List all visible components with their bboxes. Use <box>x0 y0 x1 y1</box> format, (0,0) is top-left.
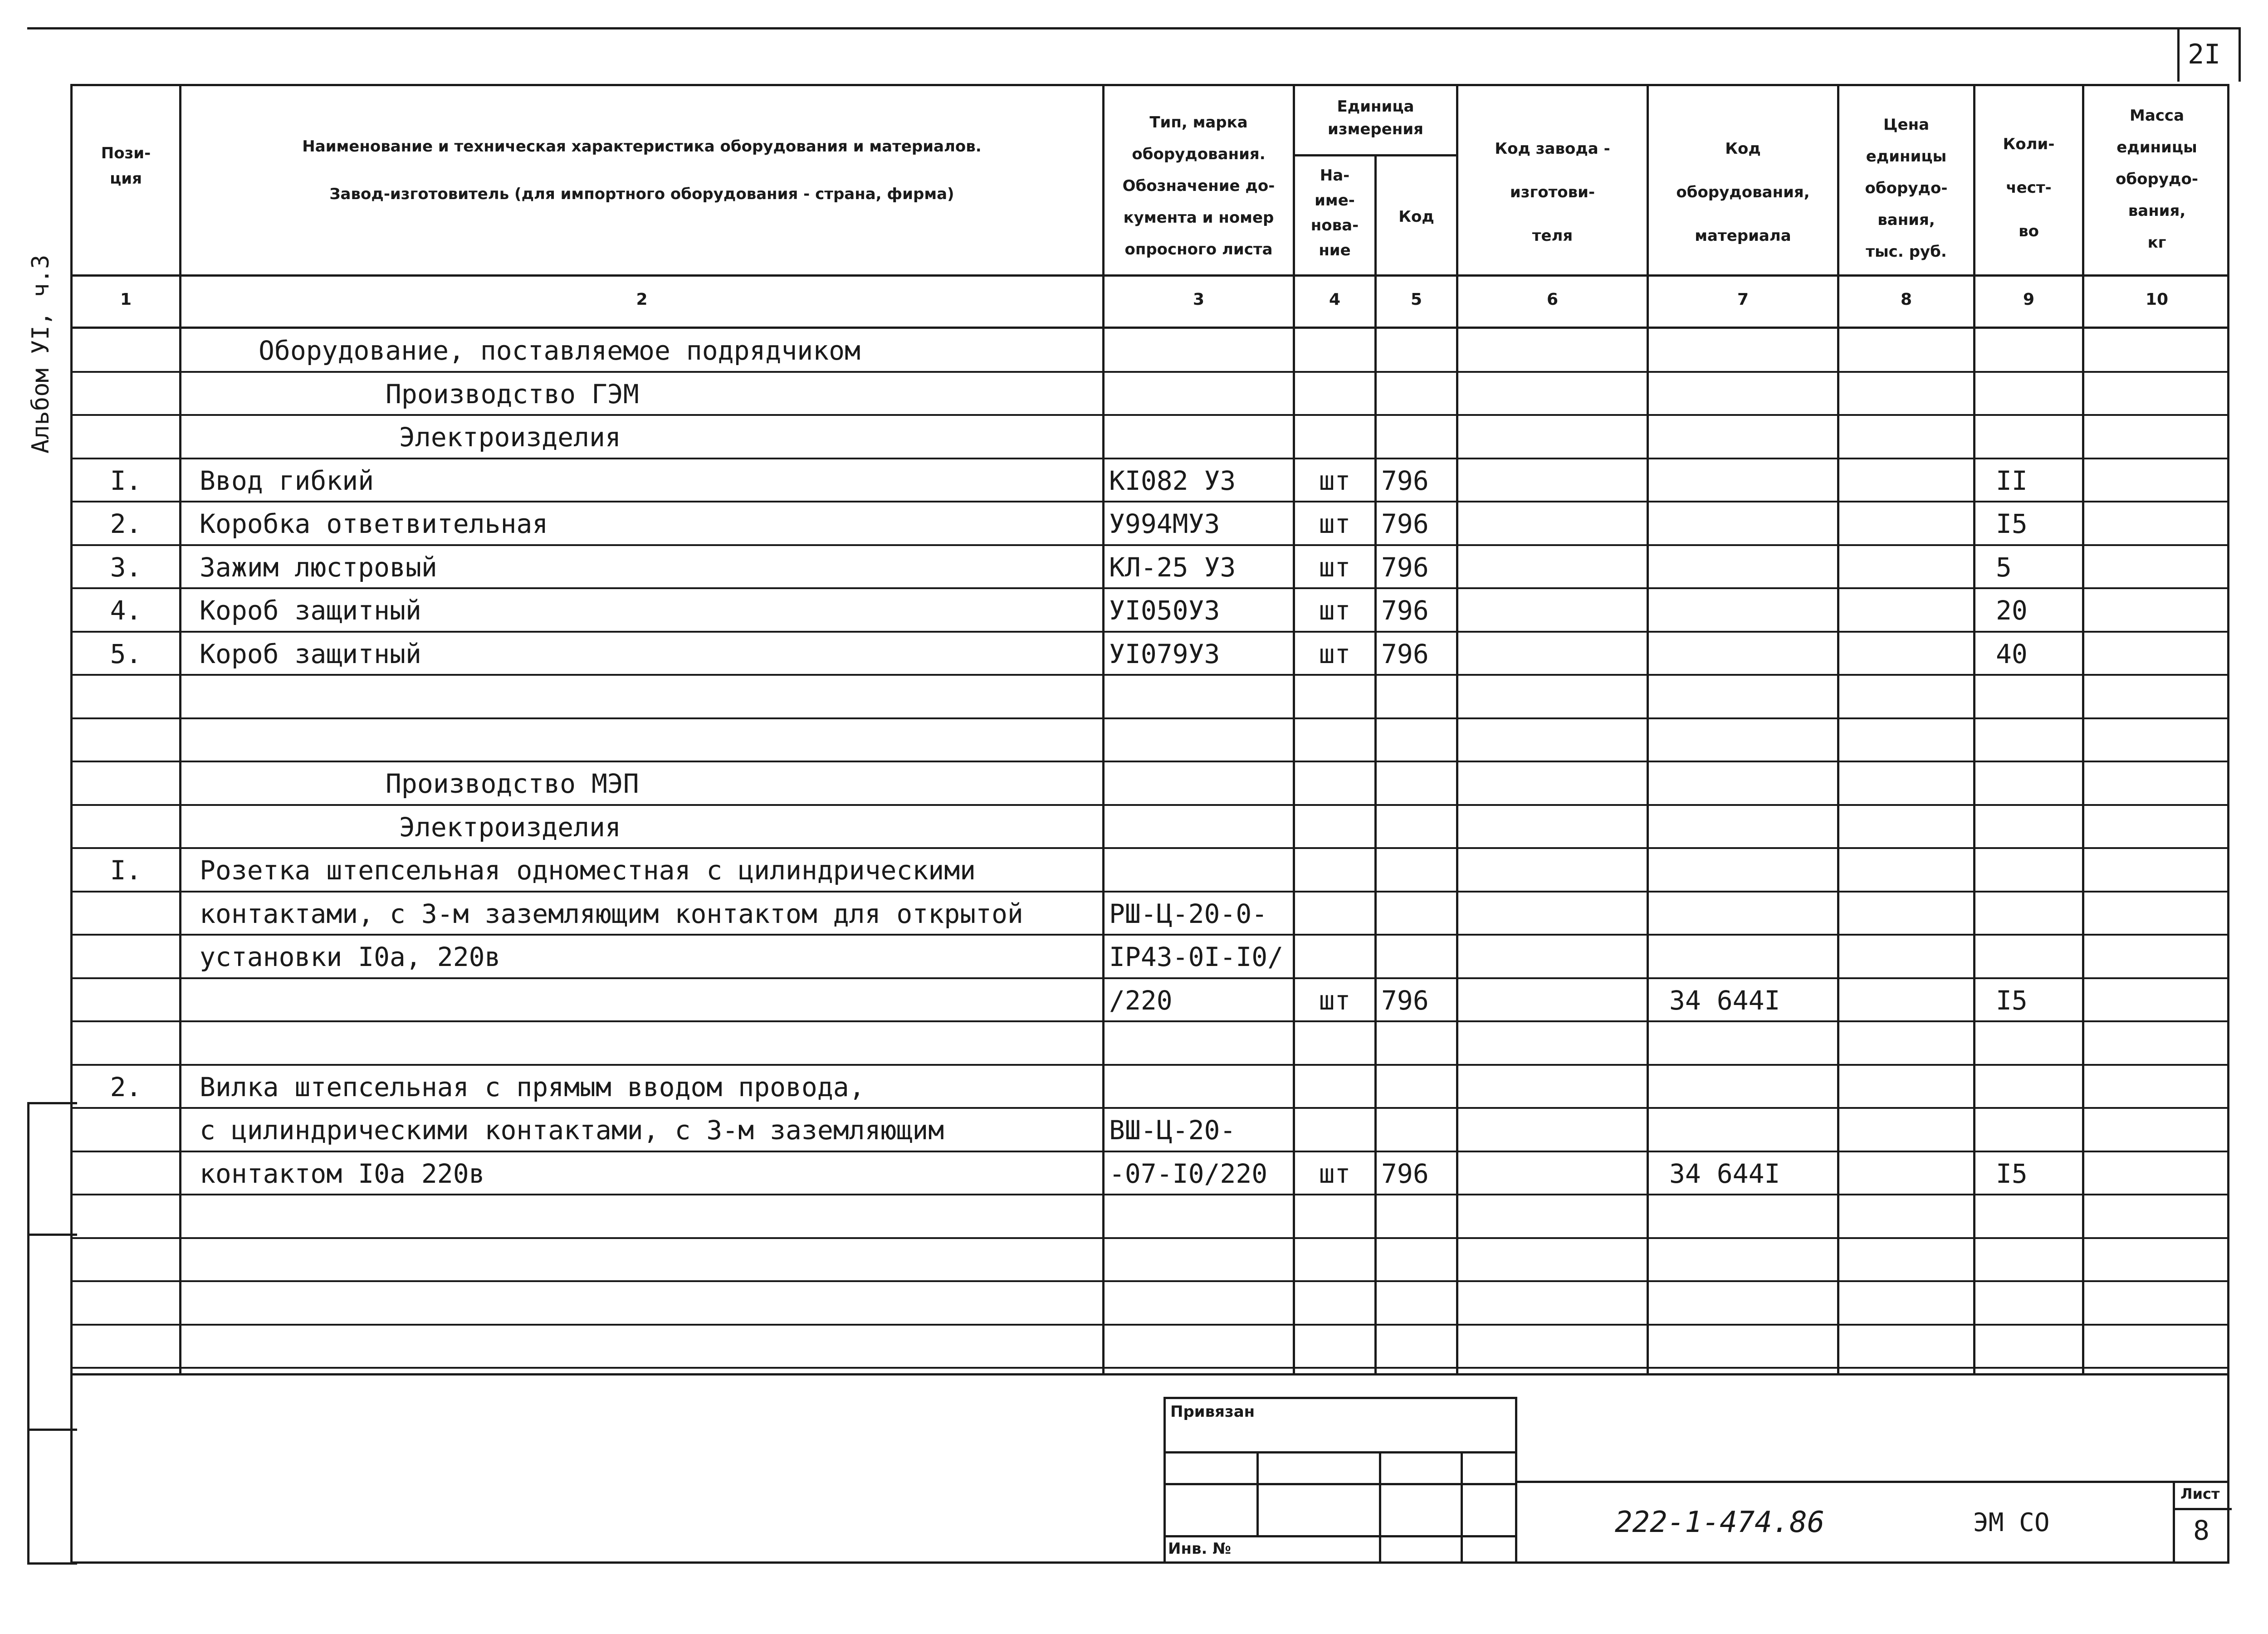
row-name: Производство МЭП <box>386 768 639 799</box>
row-type: УI050УЗ <box>1109 595 1220 626</box>
stamp-vline-1 <box>1256 1451 1259 1535</box>
row-name: Розетка штепсельная одноместная с цилиндрическими <box>200 855 976 886</box>
col-header-factory-code: Код завода - изготови- теля <box>1495 140 1610 245</box>
doc-suffix: ЭМ СО <box>1973 1508 2050 1537</box>
col-header-quantity: Коли- чест- во <box>2003 135 2055 240</box>
row-name: с цилиндрическими контактами, с 3-м заземляющим <box>200 1115 944 1146</box>
row-pos: 5. <box>110 638 142 669</box>
binding-strip-line-1 <box>27 1234 77 1236</box>
col-num-8: 8 <box>1900 290 1912 309</box>
stamp-frame <box>70 1373 2229 1564</box>
col-header-name-1: Наименование и техническая характеристика оборудования и материалов. <box>302 137 982 156</box>
list-label: Лист <box>2180 1485 2220 1502</box>
row-name: Вилка штепсельная с прямым вводом провода, <box>200 1071 865 1102</box>
row-code: 796 <box>1381 465 1429 496</box>
row-qty: I5 <box>1996 1158 2028 1189</box>
row-type: ВШ-Ц-20- <box>1109 1115 1236 1146</box>
row-equip-code: 34 644I <box>1669 985 1780 1016</box>
row-qty: I5 <box>1996 508 2028 539</box>
binding-strip-line-2 <box>27 1429 77 1431</box>
row-pos: I. <box>110 855 142 886</box>
col-num-7: 7 <box>1737 290 1749 309</box>
row-code: 796 <box>1381 551 1429 583</box>
sheet-number: 2I <box>2188 39 2221 70</box>
binding-strip <box>27 1102 77 1565</box>
row-pos: 4. <box>110 595 142 626</box>
row-qty: II <box>1996 465 2028 496</box>
row-unit: шт <box>1319 1158 1351 1189</box>
row-name: контактом I0а 220в <box>200 1158 485 1189</box>
row-code: 796 <box>1381 508 1429 539</box>
table-row-line <box>70 1280 2229 1282</box>
col-header-price: Цена единицы оборудо- вания, тыс. руб. <box>1865 116 1948 261</box>
row-name: установки I0а, 220в <box>200 941 501 972</box>
col-num-4: 4 <box>1329 290 1341 309</box>
row-unit: шт <box>1319 508 1351 539</box>
row-pos: I. <box>110 465 142 496</box>
row-pos: 2. <box>110 1071 142 1102</box>
row-qty: 5 <box>1996 551 2012 583</box>
col-header-unit-code: Код <box>1398 208 1434 226</box>
stamp-vline-2 <box>1379 1451 1381 1564</box>
list-box <box>2173 1481 2229 1564</box>
list-box-divider <box>2175 1508 2232 1510</box>
col-header-mass: Масса единицы оборудо- вания, кг <box>2116 107 2198 252</box>
col-header-unit-name: На- име- нова- ние <box>1310 166 1359 259</box>
col-line-1 <box>179 84 181 1375</box>
row-unit: шт <box>1319 595 1351 626</box>
privyazan-label: Привязан <box>1170 1403 1255 1421</box>
stamp-line-3 <box>1163 1535 1517 1537</box>
col-line-7 <box>1837 84 1839 1375</box>
col-num-5: 5 <box>1410 290 1422 309</box>
row-name: Производство ГЭМ <box>386 378 639 410</box>
stamp-vline-3 <box>1461 1451 1463 1564</box>
row-equip-code: 34 644I <box>1669 1158 1780 1189</box>
col-num-6: 6 <box>1546 290 1559 309</box>
list-number: 8 <box>2193 1515 2210 1546</box>
stamp-line-1 <box>1163 1451 1517 1454</box>
side-label: Альбом УI, ч.3 <box>27 254 54 454</box>
row-qty: 20 <box>1996 595 2028 626</box>
privyazan-box <box>1163 1397 1517 1564</box>
row-code: 796 <box>1381 1158 1429 1189</box>
table-row-line <box>70 1237 2229 1239</box>
row-pos: 2. <box>110 508 142 539</box>
row-code: 796 <box>1381 985 1429 1016</box>
col-line-2 <box>1102 84 1105 1375</box>
row-name: Короб защитный <box>200 595 421 626</box>
sheet-number-box <box>2177 27 2241 82</box>
row-type: РШ-Ц-20-0- <box>1109 898 1268 929</box>
row-type: КЛ-25 УЗ <box>1109 551 1236 583</box>
row-unit: шт <box>1319 551 1351 583</box>
row-type: УI079УЗ <box>1109 638 1220 669</box>
col-header-equipment-code: Код оборудования, материала <box>1676 140 1810 245</box>
row-type: /220 <box>1109 985 1173 1016</box>
top-border-line <box>27 27 2241 29</box>
doc-code: 222-1-474.86 <box>1615 1506 1825 1539</box>
row-type: КI082 УЗ <box>1109 465 1236 496</box>
table-row-line <box>70 717 2229 719</box>
col-num-10: 10 <box>2145 290 2169 309</box>
row-qty: I5 <box>1996 985 2028 1016</box>
row-type: У994МУЗ <box>1109 508 1220 539</box>
table-row-line <box>70 1367 2229 1369</box>
col-num-2: 2 <box>636 290 648 309</box>
row-unit: шт <box>1319 465 1351 496</box>
row-qty: 40 <box>1996 638 2028 669</box>
row-name: Коробка ответвительная <box>200 508 548 539</box>
col-header-unit: Единица измерения <box>1328 98 1423 138</box>
col-num-3: 3 <box>1193 290 1205 309</box>
col-line-4 <box>1374 154 1377 1375</box>
col-line-5 <box>1456 84 1458 1375</box>
row-code: 796 <box>1381 638 1429 669</box>
row-name: Ввод гибкий <box>200 465 374 496</box>
col-header-name-2: Завод-изготовитель (для импортного оборудования - страна, фирма) <box>329 185 954 203</box>
row-name: контактами, с 3-м заземляющим контактом для открытой <box>200 898 1023 929</box>
col-line-9 <box>2082 84 2084 1375</box>
row-type: IР43-0I-I0/ <box>1109 941 1284 972</box>
row-unit: шт <box>1319 985 1351 1016</box>
inv-no-label: Инв. № <box>1168 1540 1232 1558</box>
col-line-6 <box>1647 84 1649 1375</box>
col-num-9: 9 <box>2023 290 2035 309</box>
title-block-top-line <box>1517 1481 2229 1483</box>
col-header-position: Пози- ция <box>101 144 151 188</box>
header-bottom-line <box>70 274 2229 277</box>
row-unit: шт <box>1319 638 1351 669</box>
row-code: 796 <box>1381 595 1429 626</box>
row-name: Электроизделия <box>399 811 621 843</box>
row-name: Зажим люстровый <box>200 551 437 583</box>
row-name: Короб защитный <box>200 638 421 669</box>
row-name: Электроизделия <box>399 422 621 453</box>
row-name: Оборудование, поставляемое подрядчиком <box>259 335 860 366</box>
table-row-line <box>70 1324 2229 1326</box>
stamp-line-2 <box>1163 1483 1517 1485</box>
col-num-1: 1 <box>120 290 132 309</box>
col-line-8 <box>1973 84 1975 1375</box>
row-type: -07-I0/220 <box>1109 1158 1268 1189</box>
col-header-type: Тип, марка оборудования. Обозначение до- кумента и номер опросного листа <box>1122 113 1275 259</box>
row-pos: 3. <box>110 551 142 583</box>
